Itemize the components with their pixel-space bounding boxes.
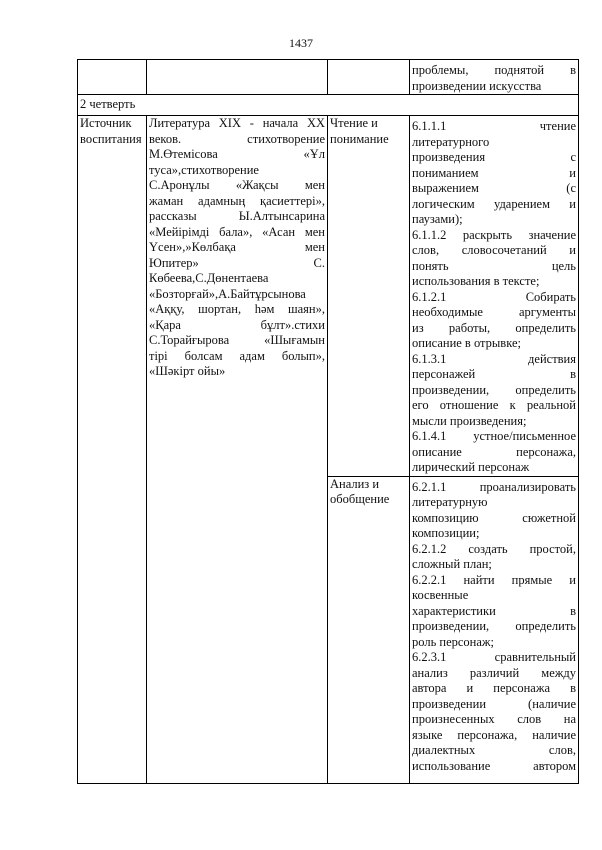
theme-line: воспитания (80, 131, 142, 146)
literature-line: рассказы Ы.Алтынсарина (149, 209, 325, 223)
literature-line: «Бозторғай»,А.Байтұрсынова (149, 286, 306, 301)
skill-label-analysis (328, 476, 410, 783)
literature-line: «Мейірімді бала», «Асан мен (149, 224, 325, 239)
objective-line: 6.1.3.1 действия (412, 351, 576, 366)
quarter-label: 2 четверть (78, 95, 579, 116)
objective-line: диалектных слов, (412, 743, 576, 757)
objective-line: описание персонажа, (412, 444, 576, 459)
literature-line: Көбеева,С.Дөнентаева (149, 271, 269, 285)
empty-cell-skill (328, 60, 410, 95)
objective-line: логическим ударением и (412, 196, 576, 211)
objective-line: 6.1.4.1 устное/письменное (412, 429, 576, 443)
objective-line: 6.1.2.1 Собирать (412, 289, 576, 304)
literature-line: тірі болсам адам болып», (149, 348, 325, 363)
objective-line: анализ различий между (412, 665, 576, 680)
objective-line: характеристики в (412, 603, 576, 618)
objectives-cell-continued (410, 60, 579, 95)
objective-line: 6.1.1.2 раскрыть значение (412, 227, 576, 242)
literature-line: С.Торайғырова «Шығамын (149, 333, 325, 347)
objective-line: слов, словосочетаний и (412, 243, 576, 257)
objective-line: паузами); (412, 212, 463, 226)
literature-line: Үсен»,»Көлбақа мен (149, 240, 325, 254)
objective-line: лирический персонаж (412, 460, 530, 474)
literature-line: «Шәкірт ойы» (149, 364, 226, 378)
skill-label-word: Чтение и (330, 116, 378, 130)
table-row-skill-reading (78, 116, 579, 477)
objective-line: из работы, определить (412, 320, 576, 335)
objectives-cell-analysis (410, 476, 579, 783)
objective-line: произведении искусства (412, 78, 542, 93)
page-number: 1437 (289, 36, 313, 50)
objective-line: 6.2.1.1 проанализировать (412, 479, 576, 494)
skill-label-line: обобщение (330, 492, 390, 506)
table-row-continued (78, 60, 579, 95)
skill-label-line: понимание (330, 131, 389, 146)
literature-line: «Қара бұлт».стихи (149, 317, 325, 332)
objective-line: использования в тексте; (412, 274, 540, 288)
objectives-list (412, 480, 576, 775)
objectives-list (412, 119, 576, 476)
objective-line: 6.2.1.2 создать простой, (412, 541, 576, 556)
theme-cell (78, 116, 147, 784)
objective-line: понять цель (412, 258, 576, 273)
objective-line: автора и персонажа в (412, 681, 576, 695)
objective-line: персонажей в (412, 367, 576, 381)
objective-line: сложный план; (412, 557, 492, 571)
literature-line: жаман адамның қасиеттері», (149, 193, 325, 208)
literature-line: М.Өтемісова «Ұл (149, 147, 325, 161)
skill-label-line (330, 116, 407, 132)
objective-line: произнесенных слов на (412, 712, 576, 726)
objective-line: проблемы, поднятой в (412, 63, 576, 77)
objective-line: его отношение к реальной (412, 398, 576, 412)
objective-line: роль персонаж; (412, 634, 495, 649)
literature-line: туса»,стихотворение (149, 162, 259, 177)
objective-line: пониманием и (412, 165, 576, 180)
curriculum-table (77, 59, 579, 784)
objective-line: произведении, определить (412, 382, 576, 397)
theme-line: Источник (80, 116, 132, 130)
skill-label-reading (328, 116, 410, 477)
objective-line: произведения с (412, 150, 576, 164)
empty-cell-theme (78, 60, 147, 95)
literature-line: С.Аронұлы «Жақсы мен (149, 178, 325, 192)
literature-line: «Аққу, шортан, һәм шаян», (149, 302, 325, 316)
objective-line: описание в отрывке; (412, 336, 521, 350)
objective-line: необходимые аргументы (412, 305, 576, 319)
objectives-cell-reading (410, 116, 579, 477)
objective-line: произведении, определить (412, 619, 576, 633)
objective-line: композицию сюжетной (412, 510, 576, 525)
literature-line: Литература XIX - начала XX (149, 116, 325, 130)
objective-line: 6.2.2.1 найти прямые и (412, 572, 576, 587)
quarter-row (78, 95, 579, 116)
objective-line: выражением (с (412, 181, 576, 195)
objective-line: использование автором (412, 758, 576, 773)
literature-line: веков. стихотворение (149, 131, 325, 146)
objective-line: 6.2.3.1 сравнительный (412, 650, 576, 664)
literature-cell (147, 116, 328, 784)
empty-cell-literature (147, 60, 328, 95)
skill-label-line: Анализ и (330, 476, 380, 491)
objective-line: 6.1.1.1 чтение (412, 119, 576, 133)
literature-line: Юпитер» С. (149, 255, 325, 270)
objective-line: мысли произведения; (412, 413, 527, 428)
objective-line: языке персонажа, наличие (412, 727, 576, 742)
objective-line: литературного (412, 134, 490, 149)
objective-line: косвенные (412, 588, 469, 602)
literature-text (149, 116, 325, 380)
objective-line: литературную (412, 495, 488, 509)
objective-line: композиции; (412, 526, 480, 540)
objective-line: произведении (наличие (412, 696, 576, 711)
